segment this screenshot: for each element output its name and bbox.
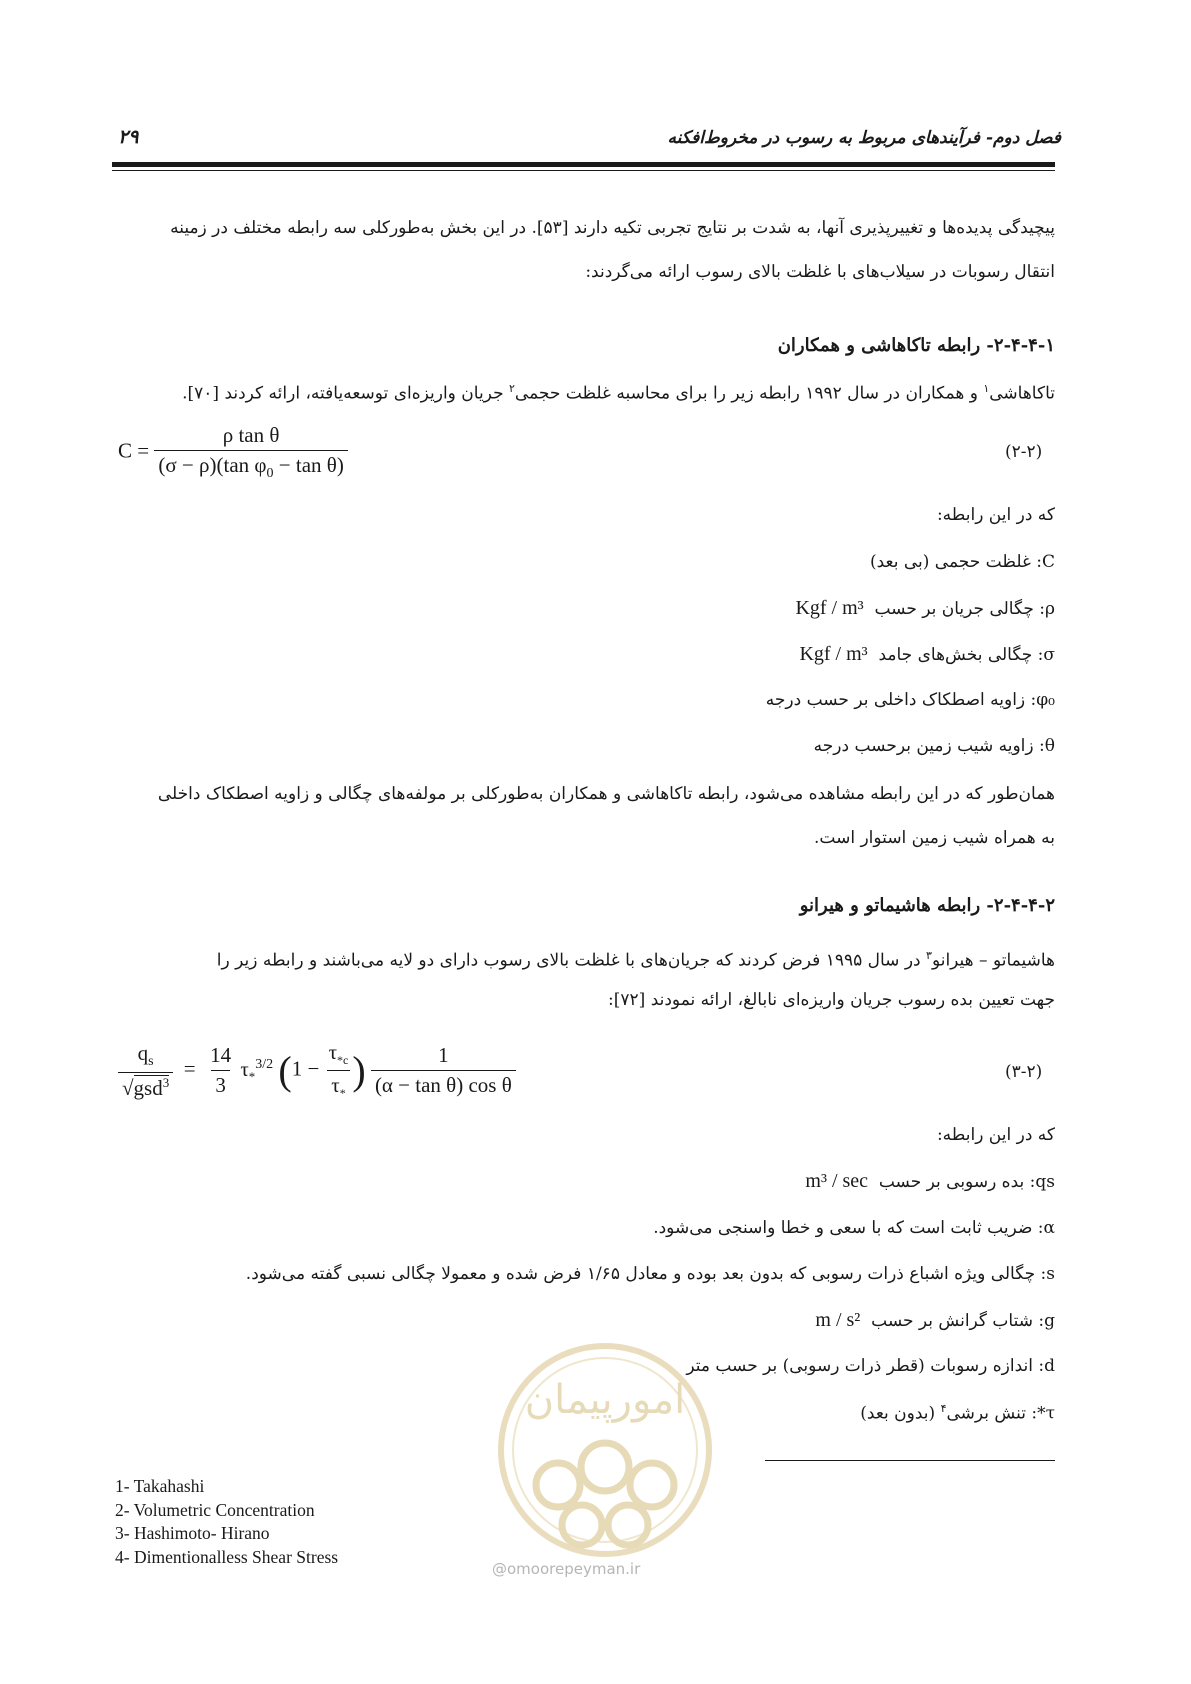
- equation-number-2-2: (۲-۲): [1005, 442, 1043, 462]
- chapter-title: فصل دوم- فرآیندهای مربوط به رسوب در مخروط‌افکنه: [667, 128, 1061, 148]
- def-phi0: φ₀: زاویه اصطکاک داخلی بر حسب درجه: [765, 690, 1055, 710]
- footnote-2: 2- Volumetric Concentration: [115, 1499, 315, 1520]
- footnote-ref-3: ۳: [926, 949, 932, 962]
- unit-kgf-rho: Kgf / m³: [795, 597, 864, 619]
- section-heading-hashimoto: ۲-۴-۴-۲- رابطه هاشیماتو و هیرانو: [799, 895, 1055, 916]
- def-qs: qs: بده رسوبی بر حسب m³ / sec: [805, 1170, 1055, 1192]
- footnote-3: 3- Hashimoto- Hirano: [115, 1523, 270, 1543]
- footnotes: [115, 1475, 338, 1569]
- where-label-2: که در این رابطه:: [936, 1125, 1055, 1145]
- equation-takahashi: C = $\frac{\text{ρ tan θ}}{(\sigma - \rho)(\tan \varphi_0 - \tan \theta)}$: [118, 423, 348, 482]
- section2-intro-line-2: جهت تعیین بده رسوب جریان واریزه‌ای نابالغ، ارائه نمودند [۷۲]:: [608, 990, 1055, 1010]
- header-rule-thin: [112, 170, 1055, 171]
- footnote-1: 1- Takahashi: [115, 1476, 205, 1496]
- page-number: ۲۹: [118, 126, 139, 148]
- header-rule: [112, 162, 1055, 167]
- def-tau: τ*: تنش برشی$^۴$ (بدون بعد): [860, 1402, 1055, 1424]
- unit-qs: m³ / sec: [805, 1170, 869, 1192]
- conclusion-line-2: به همراه شیب زمین استوار است.: [814, 828, 1055, 848]
- section-heading-takahashi: ۲-۴-۴-۱- رابطه تاکاهاشی و همکاران: [777, 335, 1055, 356]
- def-theta: θ: زاویه شیب زمین برحسب درجه: [813, 736, 1055, 756]
- footnote-rule: [765, 1460, 1055, 1461]
- equation-number-3-2: (۳-۲): [1005, 1062, 1043, 1082]
- def-s: s: چگالی ویژه اشباع ذرات رسوبی که بدون بعد بوده و معادل ۱/۶۵ فرض شده و معمولا چگالی نسبی گفته می‌شود.: [245, 1264, 1055, 1284]
- section2-intro-line-1: هاشیماتو – هیرانو$^۳$ در سال ۱۹۹۵ فرض کردند که جریان‌های با غلظت بالای رسوب دارای دو لایه می‌باشند و رابطه زیر را: [216, 949, 1055, 971]
- footnote-ref-1: ۱: [983, 382, 990, 395]
- watermark-site: @omoorepeyman.ir: [492, 1560, 641, 1578]
- intro-line-1: پیچیدگی پدیده‌ها و تغییرپذیری آنها، به شدت بر نتایج تجربی تکیه دارند [۵۳]. در این بخش به‌طورکلی سه رابطه مختلف در زمینه: [170, 218, 1055, 238]
- intro-line-2: انتقال رسوبات در سیلاب‌های با غلظت بالای رسوب ارائه می‌گردند:: [585, 262, 1055, 282]
- unit-g: m / s²: [815, 1309, 861, 1331]
- watermark-logo-icon: [490, 1335, 720, 1575]
- def-rho: ρ: چگالی جریان بر حسب Kgf / m³: [795, 597, 1055, 619]
- def-alpha: α: ضریب ثابت است که با سعی و خطا واسنجی می‌شود.: [653, 1218, 1055, 1238]
- def-g: g: شتاب گرانش بر حسب m / s²: [815, 1309, 1055, 1331]
- def-d: d: اندازه رسوبات (قطر ذرات رسوبی) بر حسب متر: [686, 1356, 1055, 1376]
- def-C: C: غلظت حجمی (بی بعد): [869, 552, 1055, 572]
- footnote-4: 4- Dimentionalless Shear Stress: [115, 1546, 339, 1567]
- equation-hashimoto: $\frac{q_s}{√gsd^3}$ = $\frac{14}{3}$ $\tau_*^{3/2}$ (1 − $\frac{\tau_{*c}}{\tau_*}$ ) $\frac{1}{\text{(α − tan θ) cos θ}}$: [118, 1040, 516, 1101]
- unit-kgf-sigma: Kgf / m³: [799, 643, 868, 665]
- footnote-ref-4: ۴: [940, 1402, 947, 1415]
- watermark-logo-text: امورپیمان: [524, 1377, 686, 1423]
- section1-intro: تاکاهاشی$^۱$ و همکاران در سال ۱۹۹۲ رابطه زیر را برای محاسبه غلظت حجمی$^۲$ جریان واریزه‌ای توسعه‌یافته، ارائه کردند [۷۰].: [182, 382, 1055, 404]
- where-label-1: که در این رابطه:: [936, 505, 1055, 525]
- def-sigma: σ: چگالی بخش‌های جامد Kgf / m³: [799, 643, 1055, 665]
- footnote-ref-2: ۲: [508, 382, 515, 395]
- conclusion-line-1: همان‌طور که در این رابطه مشاهده می‌شود، رابطه تاکاهاشی و همکاران به‌طورکلی بر مولفه‌های چگالی و زاویه اصطکاک داخلی: [157, 784, 1055, 804]
